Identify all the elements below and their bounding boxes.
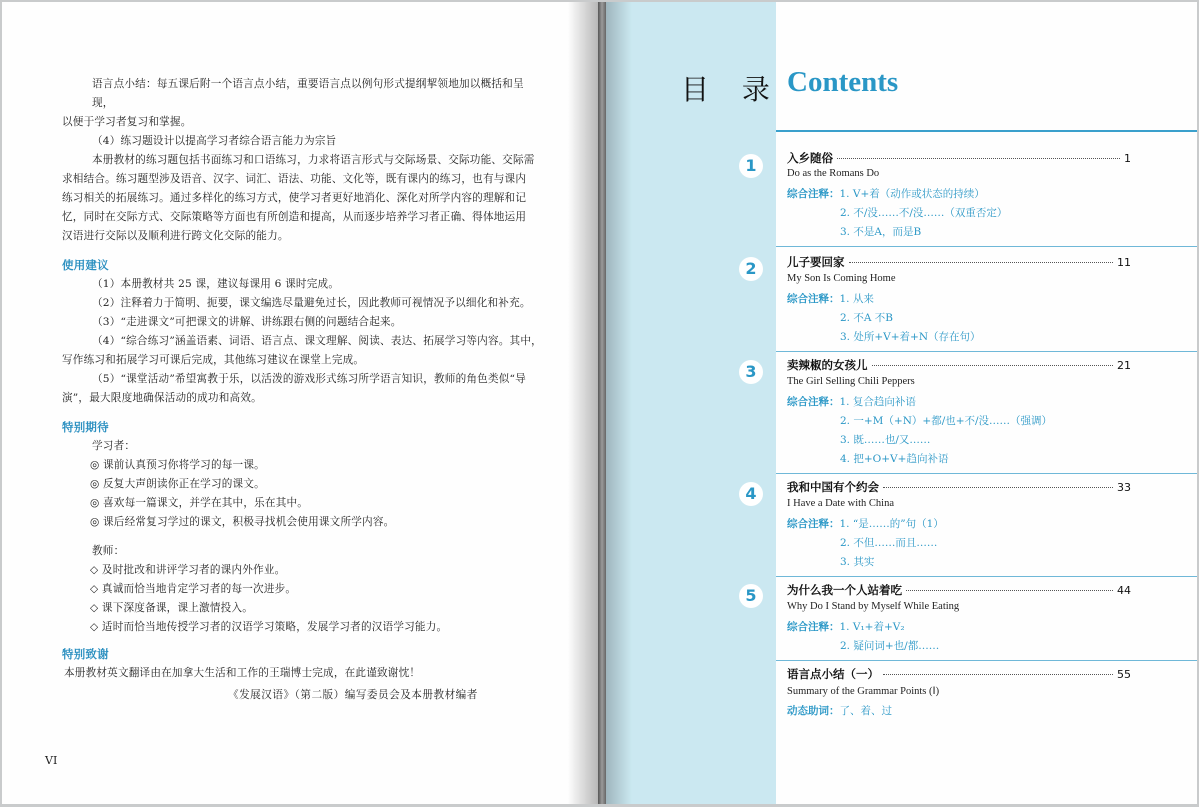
right-page <box>606 2 1197 804</box>
entry-english: The Girl Selling Chili Peppers <box>787 376 915 387</box>
usage-line: （1）本册教材共 25 课，建议每课用 6 课时完成。 <box>92 278 340 290</box>
entry-page: 1 <box>1124 152 1131 165</box>
usage-line: （5）“课堂活动”希望寓教于乐，以活泼的游戏形式练习所学语言知识，教师的角色类似“导 <box>92 373 526 385</box>
usage-line: （3）“走进课文”可把课文的讲解、讲练跟右侧的问题结合起来。 <box>92 316 402 328</box>
spacer <box>62 532 542 542</box>
entry-divider <box>776 473 1197 474</box>
note-label: 综合注释： <box>787 518 840 530</box>
usage-line: （4）“综合练习”涵盖语素、词语、语言点、课文理解、阅读、表达、拓展学习等内容。其中， <box>92 335 542 347</box>
note-label: 综合注释： <box>787 396 840 408</box>
section-title-thanks: 特别致谢 <box>62 647 109 661</box>
learner-item: ◎ 课后经常复习学过的课文，积极寻找机会使用课文所学内容。 <box>90 516 395 528</box>
book-spine <box>598 2 606 804</box>
entry-title: 语言点小结（一） <box>787 667 879 681</box>
usage-line: 写作练习和拓展学习可课后完成，其他练习建议在课堂上完成。 <box>62 354 365 366</box>
entry-title-row[interactable] <box>787 150 1131 166</box>
note-item: 1. 复合趋向补语 <box>839 396 916 408</box>
intro-line: 本册教材的练习题包括书面练习和口语练习，力求将语言形式与交际场景、交际功能、交际需 <box>92 154 535 166</box>
toc-title-chinese: 目 录 <box>681 73 782 106</box>
entry-title: 入乡随俗 <box>787 151 833 165</box>
leader-dots <box>906 590 1113 591</box>
note-label: 综合注释： <box>787 293 840 305</box>
learner-item: ◎ 反复大声朗读你正在学习的课文。 <box>90 478 265 490</box>
intro-line: 忆，同时在交际方式、交际策略等方面也有所创造和提高，从而逐步培养学习者正确、得体地运用 <box>62 211 527 223</box>
intro-line: 求相结合。练习题型涉及语音、汉字、词汇、语法、功能、文化等，既有课内的练习，也有与课内 <box>62 173 527 185</box>
note-item: 3. 处所+V+着+N（存在句） <box>840 331 981 343</box>
note-item: 3. 不是A，而是B <box>840 226 922 238</box>
note-item: 2. 一+M（+N）+都/也+不/没……（强调） <box>840 415 1053 427</box>
leader-dots <box>883 674 1113 675</box>
entry-divider <box>776 660 1197 661</box>
entry-title: 儿子要回家 <box>787 255 845 269</box>
note-label: 综合注释： <box>787 188 840 200</box>
note-item: 3. 其实 <box>840 556 875 568</box>
entry-divider <box>776 576 1197 577</box>
left-page-body <box>62 75 542 683</box>
note-item: 3. 既……也/又…… <box>840 434 931 446</box>
leader-dots <box>872 365 1114 366</box>
entry-title-row[interactable] <box>787 479 1131 495</box>
entry-divider <box>776 246 1197 247</box>
note-item: 2. 不/没……不/没……（双重否定） <box>840 207 1008 219</box>
intro-line: 语言点小结：每五课后附一个语言点小结，重要语言点以例句形式提纲挈领地加以概括和呈现， <box>92 78 524 109</box>
note-row <box>787 394 916 409</box>
leader-dots <box>883 487 1113 488</box>
title-divider <box>776 130 1197 132</box>
entry-title-row[interactable] <box>787 357 1131 373</box>
teacher-label: 教师： <box>92 545 125 557</box>
page-number: VI <box>45 754 58 767</box>
entry-title: 卖辣椒的女孩儿 <box>787 358 868 372</box>
entry-title: 为什么我一个人站着吃 <box>787 583 902 597</box>
entry-english: Do as the Romans Do <box>787 168 880 179</box>
intro-line: 汉语进行交际以及顺利进行跨文化交际的能力。 <box>62 230 289 242</box>
lesson-number-badge: 5 <box>739 584 763 608</box>
gutter-shadow <box>606 2 632 804</box>
note-item: 2. 不A 不B <box>840 312 893 324</box>
entry-page: 55 <box>1117 668 1131 681</box>
usage-line: 演”，最大限度地确保活动的成功和高效。 <box>62 392 262 404</box>
entry-page: 21 <box>1117 359 1131 372</box>
gutter-shadow <box>568 2 598 804</box>
entry-title: 我和中国有个约会 <box>787 480 879 494</box>
lesson-number-badge: 1 <box>739 154 763 178</box>
intro-line: 以便于学习者复习和掌握。 <box>62 116 192 128</box>
note-row <box>787 291 874 306</box>
teacher-item: ◇ 真诚而恰当地肯定学习者的每一次进步。 <box>90 583 297 595</box>
entry-title-row[interactable] <box>787 666 1131 682</box>
note-item: 2. 疑问词+也/都…… <box>840 640 940 652</box>
entry-english: Summary of the Grammar Points (Ⅰ) <box>787 686 940 697</box>
note-label: 动态助词： <box>787 705 840 717</box>
note-row <box>787 619 905 634</box>
note-item: 4. 把+O+V+趋向补语 <box>840 453 949 465</box>
learner-label: 学习者： <box>92 440 136 452</box>
note-label: 综合注释： <box>787 621 840 633</box>
toc-title-english: Contents <box>787 66 899 98</box>
entry-page: 33 <box>1117 481 1131 494</box>
leader-dots <box>849 262 1114 263</box>
intro-line: 练习相关的拓展练习。通过多样化的练习方式，使学习者更好地消化、深化对所学内容的理解和记 <box>62 192 527 204</box>
note-row <box>787 703 892 718</box>
note-row <box>787 516 944 531</box>
entry-divider <box>776 351 1197 352</box>
note-item: 1. 从来 <box>839 293 874 305</box>
section-title-usage: 使用建议 <box>62 258 109 272</box>
learner-item: ◎ 喜欢每一篇课文，并学在其中，乐在其中。 <box>90 497 309 509</box>
note-item: 2. 不但……而且…… <box>840 537 938 549</box>
lesson-number-badge: 2 <box>739 257 763 281</box>
entry-title-row[interactable] <box>787 254 1131 270</box>
learner-item: ◎ 课前认真预习你将学习的每一课。 <box>90 459 265 471</box>
teacher-item: ◇ 课下深度备课，课上激情投入。 <box>90 602 254 614</box>
lesson-number-badge: 4 <box>739 482 763 506</box>
section-title-expect: 特别期待 <box>62 420 109 434</box>
teacher-item: ◇ 及时批改和讲评学习者的课内外作业。 <box>90 564 286 576</box>
entry-page: 44 <box>1117 584 1131 597</box>
note-row <box>787 186 985 201</box>
left-page <box>2 2 598 804</box>
entry-english: I Have a Date with China <box>787 498 895 509</box>
book-spread <box>2 2 1197 804</box>
thanks-line: 本册教材英文翻译由在加拿大生活和工作的王瑞博士完成，在此谨致谢忱！ <box>64 667 421 679</box>
usage-line: （2）注释着力于简明、扼要，课文编选尽量避免过长，因此教师可视情况予以细化和补充。 <box>92 297 531 309</box>
note-item: 了、着、过 <box>839 705 892 717</box>
note-item: 1. V₁+着+V₂ <box>839 621 905 633</box>
teacher-item: ◇ 适时而恰当地传授学习者的汉语学习策略，发展学习者的汉语学习能力。 <box>90 621 448 633</box>
signature: 《发展汉语》（第二版）编写委员会及本册教材编者 <box>228 689 478 701</box>
entry-page: 11 <box>1117 256 1131 269</box>
note-item: 1. V+着（动作或状态的持续） <box>839 188 985 200</box>
entry-title-row[interactable] <box>787 582 1131 598</box>
note-item: 1. “是……的”句（1） <box>839 518 944 530</box>
entry-english: My Son Is Coming Home <box>787 273 896 284</box>
intro-line: （4）练习题设计以提高学习者综合语言能力为宗旨 <box>92 135 337 147</box>
leader-dots <box>837 158 1120 159</box>
entry-english: Why Do I Stand by Myself While Eating <box>787 601 960 612</box>
lesson-number-badge: 3 <box>739 360 763 384</box>
